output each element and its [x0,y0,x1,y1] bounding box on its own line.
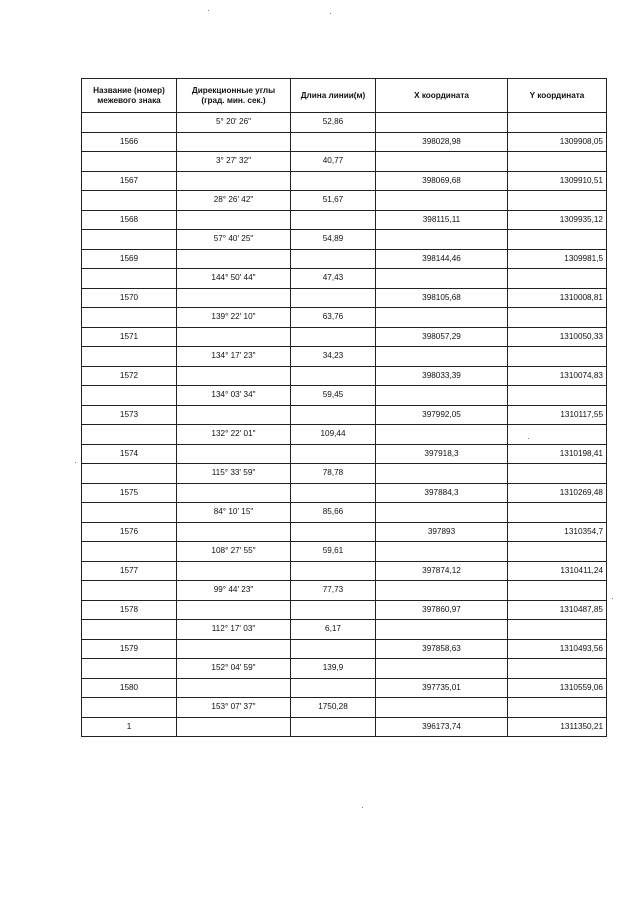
segment-angle: 108° 27' 55" [177,542,291,562]
empty-cell [376,581,508,601]
segment-angle: 152° 04' 59" [177,659,291,679]
scan-speck [362,807,363,808]
segment-row [82,230,607,250]
empty-cell [291,639,376,659]
empty-cell [82,659,177,679]
segment-length: 59,61 [291,542,376,562]
empty-cell [376,308,508,328]
point-name: 1 [82,717,177,737]
x-coordinate: 398069,68 [376,171,508,191]
empty-cell [82,464,177,484]
point-name: 1574 [82,444,177,464]
x-coordinate: 397874,12 [376,561,508,581]
y-coordinate: 1310269,48 [508,483,607,503]
segment-length: 109,44 [291,425,376,445]
empty-cell [376,386,508,406]
point-row [82,483,607,503]
empty-cell [291,405,376,425]
empty-cell [177,561,291,581]
empty-cell [177,522,291,542]
empty-cell [376,503,508,523]
header-point-name: Название (номер) межевого знака [82,79,177,113]
point-name: 1571 [82,327,177,347]
segment-length: 54,89 [291,230,376,250]
header-direction-angle: Дирекционные углы (град. мин. сек.) [177,79,291,113]
segment-row [82,464,607,484]
y-coordinate: 1310354,7 [508,522,607,542]
point-name: 1575 [82,483,177,503]
empty-cell [82,542,177,562]
empty-cell [177,327,291,347]
segment-angle: 134° 03' 34" [177,386,291,406]
empty-cell [376,152,508,172]
point-row [82,678,607,698]
point-name: 1566 [82,132,177,152]
empty-cell [508,581,607,601]
empty-cell [508,464,607,484]
empty-cell [291,717,376,737]
point-row [82,600,607,620]
segment-row [82,386,607,406]
point-name: 1579 [82,639,177,659]
empty-cell [376,464,508,484]
empty-cell [508,542,607,562]
empty-cell [291,600,376,620]
empty-cell [376,269,508,289]
segment-row [82,620,607,640]
segment-angle: 134° 17' 23" [177,347,291,367]
empty-cell [508,308,607,328]
boundary-coordinates-table [81,78,607,737]
y-coordinate: 1309935,12 [508,210,607,230]
empty-cell [82,698,177,718]
segment-angle: 99° 44' 23" [177,581,291,601]
segment-row [82,659,607,679]
point-row [82,522,607,542]
header-y-coordinate: Y координата [508,79,607,113]
empty-cell [508,659,607,679]
y-coordinate: 1310008,81 [508,288,607,308]
scan-speck [208,10,209,11]
point-row [82,444,607,464]
point-name: 1576 [82,522,177,542]
x-coordinate: 398105,68 [376,288,508,308]
x-coordinate: 396173,74 [376,717,508,737]
y-coordinate: 1311350,21 [508,717,607,737]
empty-cell [82,308,177,328]
point-name: 1569 [82,249,177,269]
header-line-length: Длина линии(м) [291,79,376,113]
empty-cell [291,249,376,269]
empty-cell [82,113,177,133]
empty-cell [82,152,177,172]
point-row [82,288,607,308]
x-coordinate: 397992,05 [376,405,508,425]
segment-length: 85,66 [291,503,376,523]
segment-length: 34,23 [291,347,376,367]
empty-cell [177,288,291,308]
point-name: 1567 [82,171,177,191]
segment-angle: 3° 27' 32" [177,152,291,172]
point-row [82,405,607,425]
empty-cell [177,444,291,464]
segment-length: 1750,28 [291,698,376,718]
empty-cell [376,620,508,640]
y-coordinate: 1310487,85 [508,600,607,620]
empty-cell [82,425,177,445]
segment-angle: 84° 10' 15" [177,503,291,523]
empty-cell [177,405,291,425]
empty-cell [177,132,291,152]
y-coordinate: 1309981,5 [508,249,607,269]
empty-cell [177,483,291,503]
scan-speck [330,13,331,14]
empty-cell [82,230,177,250]
point-row [82,717,607,737]
empty-cell [82,347,177,367]
x-coordinate: 397893 [376,522,508,542]
empty-cell [508,386,607,406]
empty-cell [508,620,607,640]
segment-row [82,113,607,133]
segment-length: 63,76 [291,308,376,328]
point-row [82,132,607,152]
segment-row [82,152,607,172]
point-name: 1572 [82,366,177,386]
empty-cell [376,191,508,211]
y-coordinate: 1310559,06 [508,678,607,698]
x-coordinate: 398144,46 [376,249,508,269]
empty-cell [82,386,177,406]
segment-row [82,542,607,562]
y-coordinate: 1310198,41 [508,444,607,464]
x-coordinate: 397918,3 [376,444,508,464]
segment-row [82,698,607,718]
segment-angle: 28° 26' 42" [177,191,291,211]
segment-row [82,347,607,367]
empty-cell [376,230,508,250]
segment-angle: 139° 22' 10" [177,308,291,328]
empty-cell [508,503,607,523]
point-name: 1578 [82,600,177,620]
point-name: 1573 [82,405,177,425]
x-coordinate: 398057,29 [376,327,508,347]
empty-cell [508,269,607,289]
x-coordinate: 397884,3 [376,483,508,503]
x-coordinate: 398033,39 [376,366,508,386]
empty-cell [508,425,607,445]
empty-cell [82,581,177,601]
point-row [82,249,607,269]
empty-cell [376,347,508,367]
y-coordinate: 1310117,55 [508,405,607,425]
y-coordinate: 1309908,05 [508,132,607,152]
empty-cell [291,288,376,308]
empty-cell [82,503,177,523]
x-coordinate: 398028,98 [376,132,508,152]
segment-angle: 132° 22' 01" [177,425,291,445]
empty-cell [291,678,376,698]
scan-speck [612,598,613,599]
point-row [82,210,607,230]
empty-cell [291,210,376,230]
segment-angle: 5° 20' 26" [177,113,291,133]
segment-row [82,503,607,523]
empty-cell [376,113,508,133]
point-row [82,327,607,347]
table-header-row [82,79,607,113]
segment-length: 47,43 [291,269,376,289]
point-name: 1570 [82,288,177,308]
segment-angle: 153° 07' 37" [177,698,291,718]
empty-cell [291,483,376,503]
segment-length: 52,86 [291,113,376,133]
segment-length: 77,73 [291,581,376,601]
x-coordinate: 397735,01 [376,678,508,698]
segment-length: 59,45 [291,386,376,406]
point-name: 1577 [82,561,177,581]
empty-cell [508,698,607,718]
point-name: 1580 [82,678,177,698]
x-coordinate: 398115,11 [376,210,508,230]
empty-cell [291,327,376,347]
table-body [82,113,607,737]
empty-cell [376,542,508,562]
empty-cell [177,678,291,698]
segment-angle: 57° 40' 25" [177,230,291,250]
empty-cell [508,113,607,133]
segment-angle: 144° 50' 44" [177,269,291,289]
empty-cell [82,269,177,289]
point-row [82,561,607,581]
y-coordinate: 1310074,83 [508,366,607,386]
empty-cell [508,152,607,172]
x-coordinate: 397858,63 [376,639,508,659]
empty-cell [508,347,607,367]
empty-cell [508,191,607,211]
empty-cell [508,230,607,250]
segment-length: 6,17 [291,620,376,640]
scan-speck [528,438,529,439]
empty-cell [291,561,376,581]
segment-length: 51,67 [291,191,376,211]
empty-cell [291,171,376,191]
segment-row [82,269,607,289]
y-coordinate: 1310050,33 [508,327,607,347]
empty-cell [177,249,291,269]
empty-cell [177,210,291,230]
scan-speck [75,462,76,463]
y-coordinate: 1309910,51 [508,171,607,191]
segment-angle: 112° 17' 03" [177,620,291,640]
empty-cell [376,659,508,679]
empty-cell [376,425,508,445]
empty-cell [376,698,508,718]
point-name: 1568 [82,210,177,230]
segment-length: 78,78 [291,464,376,484]
segment-row [82,191,607,211]
empty-cell [177,717,291,737]
segment-row [82,425,607,445]
segment-row [82,581,607,601]
x-coordinate: 397860,97 [376,600,508,620]
empty-cell [177,366,291,386]
segment-row [82,308,607,328]
empty-cell [291,132,376,152]
empty-cell [291,522,376,542]
segment-length: 139,9 [291,659,376,679]
empty-cell [291,366,376,386]
y-coordinate: 1310493,56 [508,639,607,659]
empty-cell [177,639,291,659]
empty-cell [82,620,177,640]
empty-cell [82,191,177,211]
point-row [82,366,607,386]
point-row [82,171,607,191]
point-row [82,639,607,659]
segment-length: 40,77 [291,152,376,172]
empty-cell [291,444,376,464]
empty-cell [177,600,291,620]
segment-angle: 115° 33' 59" [177,464,291,484]
header-x-coordinate: X координата [376,79,508,113]
empty-cell [177,171,291,191]
y-coordinate: 1310411,24 [508,561,607,581]
